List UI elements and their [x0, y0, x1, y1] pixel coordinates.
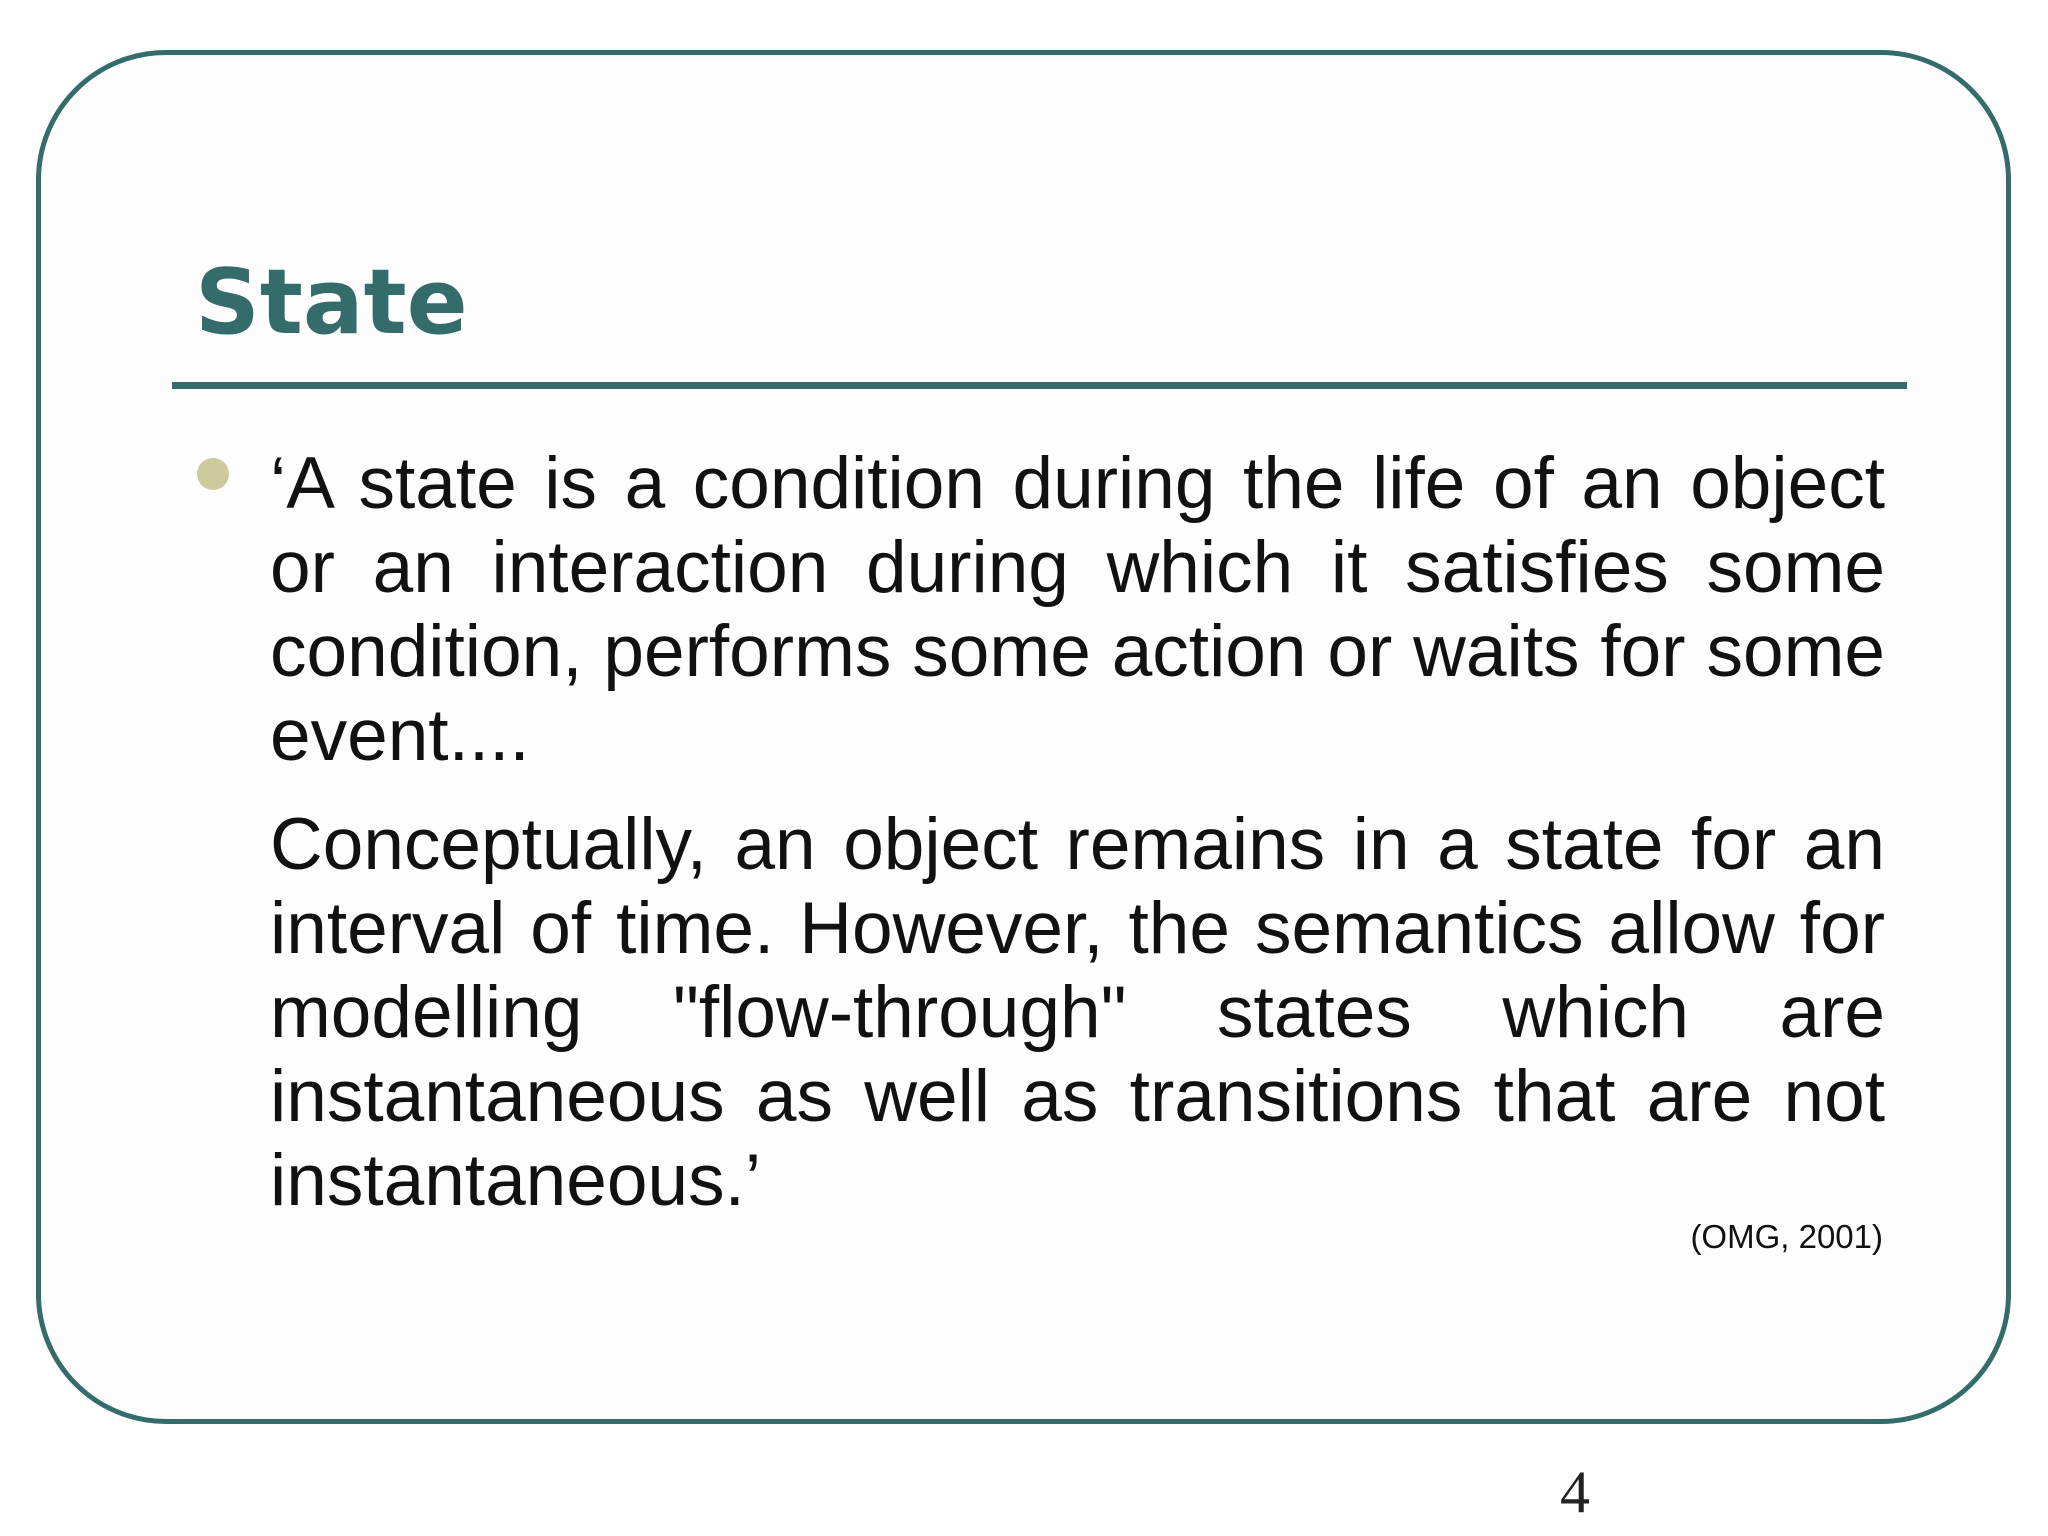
bullet-content	[270, 442, 1885, 1223]
page-number: 4	[1560, 1459, 1590, 1525]
slide-title: State	[195, 250, 468, 355]
title-divider	[172, 382, 1907, 389]
definition-paragraph-2: Conceptually, an object remains in a state for an interval of time. However, the semantics allow for modelling "flow-through" states which are instantaneous as well as transitions that are not instantaneous.’	[270, 804, 1885, 1221]
bullet-dot-icon	[197, 458, 229, 490]
definition-paragraph-1: ‘A state is a condition during the life of an object or an interaction during which it satisfies some condition, performs some action or waits for some event....	[270, 443, 1885, 776]
citation: (OMG, 2001)	[1690, 1218, 1883, 1255]
